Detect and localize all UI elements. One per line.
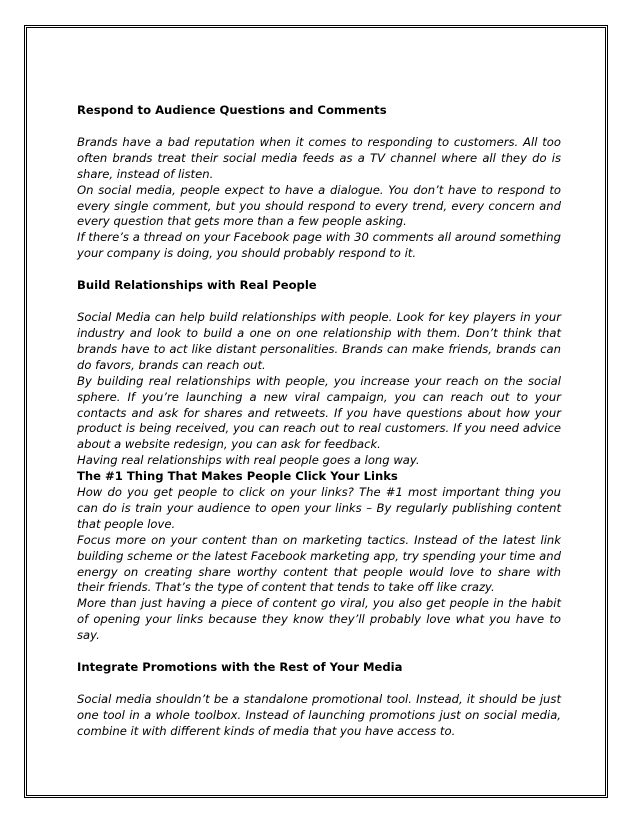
section-heading: Build Relationships with Real People (77, 278, 317, 293)
paragraph: Social media shouldn’t be a standalone promotional tool. Instead, it should be just one tool in a whole toolbox. Instead of launching promotions just on social media, combine it with different kinds of media that you have access to. (77, 692, 561, 738)
paragraph: More than just having a piece of content go viral, you also get people in the habit of opening your links because they know they’ll probably love what you have to say. (77, 596, 561, 643)
section-heading: Integrate Promotions with the Rest of Your Media (77, 660, 403, 675)
paragraph: Social Media can help build relationships with people. Look for key players in your industry and look to build a one on one relationship with them. Don’t think that brands have to act like distant personalities. Brands can make friends, brands can do favors, brands can reach out. (77, 310, 561, 372)
paragraph: On social media, people expect to have a dialogue. You don’t have to respond to every single comment, but you should respond to every trend, every concern and every question that gets more than a few people asking. (77, 182, 561, 229)
paragraph: If there’s a thread on your Facebook page with 30 comments all around something your company is doing, you should probably respond to it. (77, 230, 561, 261)
paragraph: Having real relationships with real people goes a long way. (77, 453, 420, 468)
paragraph: By building real relationships with people, you increase your reach on the social sphere. If you’re launching a new viral campaign, you can reach out to your contacts and ask for shares and retweets. If you have questions about how your product is being received, you can reach out to real customers. If you need advice about a website redesign, you can ask for feedback. (77, 373, 561, 452)
paragraph: Focus more on your content than on marketing tactics. Instead of the latest link building scheme or the latest Facebook marketing app, try spending your time and energy on creating share worthy content that people would love to share with their friends. That’s the type of content that tends to take off like crazy. (77, 532, 561, 595)
document-body (77, 103, 561, 740)
section-heading: The #1 Thing That Makes People Click Your Links (77, 469, 398, 484)
section-heading: Respond to Audience Questions and Comments (77, 103, 387, 117)
paragraph: How do you get people to click on your links? The #1 most important thing you can do is train your audience to open your links – By regularly publishing content that people love. (77, 485, 561, 531)
paragraph: Brands have a bad reputation when it comes to responding to customers. All too often brands treat their social media feeds as a TV channel where all they do is share, instead of listen. (77, 134, 561, 181)
